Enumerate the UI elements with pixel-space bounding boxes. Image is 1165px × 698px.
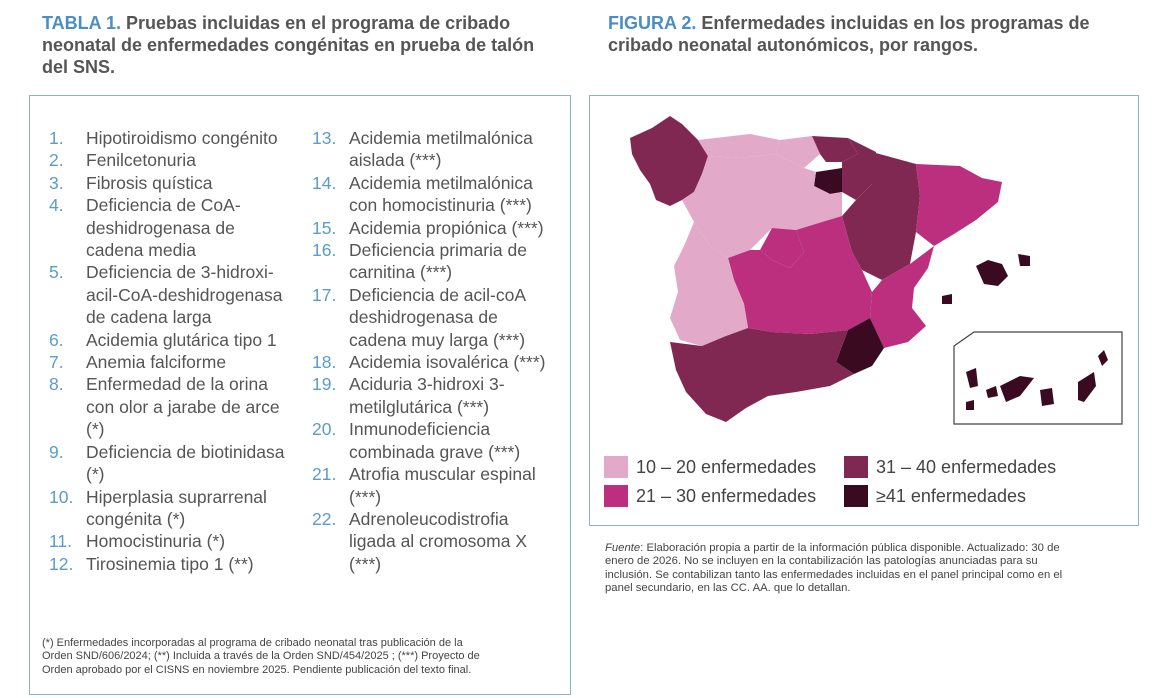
list-item-text <box>86 261 311 328</box>
list-item <box>312 351 562 373</box>
list-item <box>312 217 562 239</box>
list-item-line: Tirosinemia tipo 1 (**) <box>86 553 254 574</box>
table-title <box>42 12 572 78</box>
list-item-line: deshidrogenasa de <box>86 217 235 238</box>
list-item-line: deshidrogenasa de <box>349 307 498 328</box>
footnote-line-2: Orden SND/606/2024; (**) Incluida a través de la Orden SND/454/2025 ; (***) Proyecto de <box>42 650 480 663</box>
list-item-number: 14. <box>312 172 337 193</box>
list-item <box>49 149 311 171</box>
region-catalunya <box>916 164 1002 246</box>
list-item-line: de cadena larga <box>86 307 212 328</box>
legend-swatch-2 <box>604 485 628 507</box>
list-item-number: 6. <box>49 329 64 350</box>
list-item-text <box>349 418 562 463</box>
table-title-line-1: TABLA 1. Pruebas incluidas en el programa de cribado <box>42 13 511 33</box>
list-item-number: 8. <box>49 374 64 395</box>
footnote-line-1: (*) Enfermedades incorporadas al programa de cribado neonatal tras publicación de la <box>42 637 463 649</box>
list-item-text <box>349 284 562 351</box>
list-item-line: con homocistinuria (***) <box>349 195 532 216</box>
spain-map <box>590 96 1138 446</box>
list-item-number: 1. <box>49 128 64 148</box>
list-item <box>312 239 562 284</box>
list-item-text <box>86 351 311 373</box>
figure-label: FIGURA 2. <box>608 13 697 33</box>
list-item-line: Fenilcetonuria <box>86 150 196 171</box>
list-item-number: 21. <box>312 464 337 485</box>
list-item-number: 17. <box>312 284 337 305</box>
list-item-line: Acidemia metilmalónica <box>349 172 533 193</box>
source-label: Fuente <box>605 542 641 554</box>
list-item-line: metilglutárica (***) <box>349 396 490 417</box>
table-list-col-2 <box>312 127 562 575</box>
legend-label-3: 31 – 40 enfermedades <box>876 456 1057 477</box>
source-line-1: Fuente: Elaboración propia a partir de la información pública disponible. Actualizado: 30 de <box>605 542 1060 554</box>
table-list-col-1 <box>49 127 311 575</box>
list-item-text <box>86 127 311 149</box>
list-item-text <box>86 530 311 552</box>
table-footnote <box>42 637 562 677</box>
legend-item-4 <box>844 485 1026 507</box>
list-item <box>49 373 311 440</box>
list-item-number: 10. <box>49 486 74 507</box>
list-item-number: 3. <box>49 172 64 193</box>
list-item-text <box>349 217 562 239</box>
list-item-line: Deficiencia de acil-coA <box>349 284 527 305</box>
legend <box>604 456 1124 516</box>
list-item <box>49 172 311 194</box>
list-item-text <box>86 486 311 531</box>
source-line-3: inclusión. Se contabilizan tanto las enfermedades incluidas en el panel principal como en el <box>605 568 1063 581</box>
list-item-line: Acidemia metilmalónica <box>349 128 533 148</box>
list-item-line: carnitina (***) <box>349 262 453 283</box>
list-item-line: Inmunodeficiencia <box>349 419 491 440</box>
list-item-line: Deficiencia de 3-hidroxi- <box>86 262 274 283</box>
list-item-line: aislada (***) <box>349 150 442 171</box>
list-item-line: con olor a jarabe de arce <box>86 396 280 417</box>
list-item-number: 4. <box>49 195 64 216</box>
list-item-number: 11. <box>49 531 73 552</box>
list-item-line: Anemia falciforme <box>86 352 227 373</box>
list-item-line: Aciduria 3-hidroxi 3- <box>349 374 505 395</box>
list-item <box>49 530 311 552</box>
list-item <box>312 127 562 172</box>
list-item-number: 16. <box>312 240 337 261</box>
list-item-line: Homocistinuria (*) <box>86 531 226 552</box>
figure-title <box>608 12 1148 56</box>
list-item-text <box>349 463 562 508</box>
list-item-text <box>86 329 311 351</box>
list-item-line: cadena muy larga (***) <box>349 329 526 350</box>
list-item-text <box>86 149 311 171</box>
list-item-text <box>86 194 311 261</box>
list-item-number: 5. <box>49 262 64 283</box>
list-item-text <box>86 441 311 486</box>
list-item-line: (***) <box>349 553 382 574</box>
figure-title-line-1: FIGURA 2. Enfermedades incluidas en los programas de <box>608 13 1090 33</box>
list-item <box>312 508 562 575</box>
region-canarias <box>966 350 1108 410</box>
list-item-text <box>86 373 311 440</box>
list-item-line: Hipotiroidismo congénito <box>86 128 278 148</box>
list-item-text <box>86 553 311 575</box>
list-item-text <box>349 172 562 217</box>
list-item <box>49 194 311 261</box>
list-item-number: 20. <box>312 419 337 440</box>
list-item-line: (*) <box>86 419 105 440</box>
legend-item-2 <box>604 485 816 507</box>
list-item-line: Adrenoleucodistrofia <box>349 508 509 529</box>
legend-swatch-3 <box>844 456 868 478</box>
list-item-line: acil-CoA-deshidrogenasa <box>86 284 283 305</box>
region-baleares <box>942 254 1030 304</box>
list-item-text <box>349 351 562 373</box>
list-item <box>49 351 311 373</box>
list-item <box>312 284 562 351</box>
canarias-inset-frame <box>954 332 1122 424</box>
list-item-line: Acidemia isovalérica (***) <box>349 352 546 373</box>
list-item-line: Fibrosis quística <box>86 172 213 193</box>
list-item-line: Deficiencia de CoA- <box>86 195 241 216</box>
list-item <box>312 373 562 418</box>
legend-swatch-4 <box>844 485 868 507</box>
list-item-line: Deficiencia de biotinidasa <box>86 441 285 462</box>
legend-item-1 <box>604 456 816 478</box>
list-item-number: 9. <box>49 441 64 462</box>
list-item-line: combinada grave (***) <box>349 441 521 462</box>
figure-title-line-2: cribado neonatal autonómicos, por rangos. <box>608 35 979 55</box>
list-item-line: cadena media <box>86 240 196 261</box>
list-item-line: ligada al cromosoma X <box>349 531 527 552</box>
list-item <box>312 172 562 217</box>
legend-swatch-1 <box>604 456 628 478</box>
table-title-line-2: neonatal de enfermedades congénitas en prueba de talón <box>42 35 535 55</box>
list-item <box>49 486 311 531</box>
legend-label-2: 21 – 30 enfermedades <box>636 485 817 506</box>
region-asturias <box>698 134 780 158</box>
list-item <box>49 553 311 575</box>
list-item-number: 22. <box>312 508 337 529</box>
figure-source <box>605 542 1125 595</box>
list-item <box>49 441 311 486</box>
table-title-line-3: del SNS. <box>42 57 116 77</box>
list-item-line: (***) <box>349 486 382 507</box>
list-item-line: Atrofia muscular espinal <box>349 464 536 485</box>
list-item-number: 13. <box>312 128 337 148</box>
list-item <box>312 463 562 508</box>
list-item-text <box>349 508 562 575</box>
list-item-line: Deficiencia primaria de <box>349 240 527 261</box>
list-item-text <box>349 239 562 284</box>
list-item-number: 12. <box>49 553 74 574</box>
figure-box <box>589 95 1139 526</box>
list-item <box>49 127 311 149</box>
list-item-number: 7. <box>49 352 64 373</box>
source-line-2: enero de 2026. No se incluyen en la contabilización las patologías anunciadas para su <box>605 555 1038 568</box>
list-item-number: 15. <box>312 217 337 238</box>
source-line-4: panel secundario, en las CC. AA. que lo detallan. <box>605 581 851 594</box>
footnote-line-3: Orden aprobado por el CISNS en noviembre 2025. Pendiente publicación del texto final. <box>42 663 472 676</box>
list-item-line: Acidemia glutárica tipo 1 <box>86 329 277 350</box>
legend-label-1: 10 – 20 enfermedades <box>636 456 817 477</box>
list-item-line: Hiperplasia suprarrenal <box>86 486 267 507</box>
legend-label-4: ≥41 enfermedades <box>876 485 1026 506</box>
legend-item-3 <box>844 456 1056 478</box>
list-item-line: Enfermedad de la orina <box>86 374 268 395</box>
list-item-line: Acidemia propiónica (***) <box>349 217 544 238</box>
list-item-number: 18. <box>312 352 337 373</box>
list-item <box>49 329 311 351</box>
list-item-text <box>349 127 562 172</box>
table-label: TABLA 1. <box>42 13 121 33</box>
list-item <box>312 418 562 463</box>
list-item-line: (*) <box>86 464 105 485</box>
table-box <box>29 95 571 695</box>
list-item <box>49 261 311 328</box>
list-item-number: 2. <box>49 150 64 171</box>
list-item-number: 19. <box>312 374 337 395</box>
list-item-text <box>349 373 562 418</box>
list-item-text <box>86 172 311 194</box>
list-item-line: congénita (*) <box>86 508 186 529</box>
